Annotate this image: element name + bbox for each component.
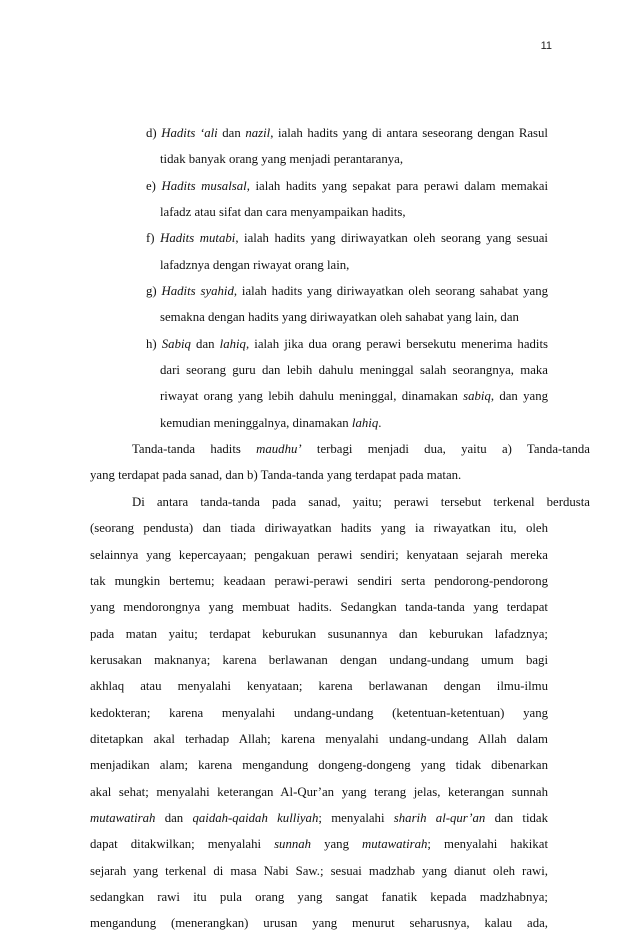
text-line <box>118 199 548 225</box>
text-run: tidak banyak orang yang menjadi perantaranya, <box>160 152 404 167</box>
text-run: tak mungkin bertemu; keadaan perawi-perawi sendiri serta pendorong-pendorong <box>90 573 548 588</box>
list-marker: d) <box>146 126 162 140</box>
italic-term: mutawatirah <box>90 810 156 825</box>
text-line <box>90 726 548 752</box>
text-line <box>118 146 548 172</box>
italic-term: Hadits ‘ali <box>161 126 218 140</box>
text-run: terbagi menjadi dua, yaitu a) Tanda-tanda <box>301 442 590 457</box>
list-marker: f) <box>146 231 161 246</box>
text-line <box>118 383 548 409</box>
italic-term: lahiq <box>219 336 246 351</box>
text-run: , ialah hadits yang di antara seseorang dengan Rasul <box>270 126 548 140</box>
text-line <box>118 278 548 304</box>
text-line <box>118 410 548 436</box>
paragraph <box>90 489 590 937</box>
text-run: sedangkan rawi itu pula orang yang sangat fanatik kepada madzhabnya; <box>90 889 548 904</box>
italic-term: nazil <box>245 126 271 140</box>
italic-term: mutawatirah <box>362 837 428 852</box>
text-line <box>90 542 548 568</box>
text-run: menjadikan alam; karena mengandung dongeng-dongeng yang tidak dibenarkan <box>90 758 548 773</box>
text-line <box>118 304 548 330</box>
paragraph <box>90 436 590 489</box>
italic-term: maudhu’ <box>256 442 302 457</box>
text-line <box>118 331 548 357</box>
list-marker: g) <box>146 284 162 299</box>
text-run: ; menyalahi hakikat <box>427 837 548 852</box>
text-run: , ialah jika dua orang perawi bersekutu menerima hadits <box>245 336 548 351</box>
text-run: . <box>378 415 382 430</box>
italic-term: lahiq <box>351 415 379 430</box>
text-run: yang terdapat pada sanad, dan b) Tanda-tanda yang terdapat pada matan. <box>90 468 462 483</box>
text-run: Tanda-tanda hadits <box>132 442 257 457</box>
text-run: dan <box>217 126 246 140</box>
text-line <box>118 252 548 278</box>
text-line <box>90 568 548 594</box>
text-line <box>118 120 548 146</box>
text-line <box>118 357 548 383</box>
text-line <box>90 831 548 857</box>
text-line <box>90 752 548 778</box>
text-run: , dan yang <box>490 389 548 404</box>
page-number: 11 <box>540 40 552 52</box>
list-item <box>118 173 548 226</box>
text-line <box>90 779 548 805</box>
list-item <box>118 120 548 173</box>
text-line <box>90 647 548 673</box>
text-run: Di antara tanda-tanda pada sanad, yaitu; perawi tersebut terkenal berdusta <box>132 494 590 509</box>
text-run: dari seorang guru dan lebih dahulu meninggal salah seorangnya, maka <box>160 363 548 378</box>
text-run: , ialah hadits yang diriwayatkan oleh seorang yang sesuai <box>235 231 548 246</box>
list-marker: e) <box>146 178 162 193</box>
text-run: pada matan yaitu; terdapat keburukan susunannya dan keburukan lafadznya; <box>90 626 548 641</box>
list-marker: h) <box>146 336 162 351</box>
italic-term: sabiq <box>463 389 491 404</box>
text-run: dan <box>155 810 193 825</box>
text-line <box>90 858 548 884</box>
italic-term: sharih al-qur’an <box>393 810 486 825</box>
text-run: ; menyalahi <box>318 810 394 825</box>
text-run: dan tidak <box>485 810 548 825</box>
text-run: riwayat orang yang lebih dahulu meninggal, dinamakan <box>160 389 464 404</box>
text-run: kedokteran; karena menyalahi undang-undang (ketentuan-ketentuan) yang <box>90 705 548 720</box>
list-item <box>118 278 548 331</box>
list-item <box>118 225 548 278</box>
document-body <box>90 120 590 937</box>
text-line <box>118 173 548 199</box>
text-run: dan <box>190 336 220 351</box>
italic-term: Hadits syahid <box>161 284 234 299</box>
text-line <box>90 673 548 699</box>
text-run: , ialah hadits yang sepakat para perawi dalam memakai <box>246 178 549 193</box>
text-run: yang <box>311 837 362 852</box>
italic-term: Hadits musalsal <box>161 178 247 193</box>
text-run: ditetapkan akal terhadap Allah; karena menyalahi undang-undang Allah dalam <box>90 731 548 746</box>
text-line <box>90 462 548 488</box>
text-run: , ialah hadits yang diriwayatkan oleh seorang sahabat yang <box>233 284 548 299</box>
text-run: lafadznya dengan riwayat orang lain, <box>160 257 350 272</box>
text-run: dapat ditakwilkan; menyalahi <box>90 837 275 852</box>
italic-term: Sabiq <box>161 336 191 351</box>
text-run: yang mendorongnya yang membuat hadits. Sedangkan tanda-tanda yang terdapat <box>90 600 548 615</box>
text-line <box>90 700 548 726</box>
text-line <box>90 884 548 910</box>
text-run: kemudian meninggalnya, dinamakan <box>160 415 352 430</box>
italic-term: sunnah <box>274 837 312 852</box>
text-run: mengandung (menerangkan) urusan yang menurut seharusnya, kalau ada, <box>90 916 548 931</box>
text-line <box>90 621 548 647</box>
text-line <box>90 515 548 541</box>
italic-term: qaidah-qaidah kulliyah <box>192 810 319 825</box>
text-run: sejarah yang terkenal di masa Nabi Saw.; sesuai madzhab yang dianut oleh rawi, <box>90 863 548 878</box>
text-line <box>118 225 548 251</box>
text-run: semakna dengan hadits yang diriwayatkan oleh sahabat yang lain, dan <box>160 310 519 325</box>
text-run: akal sehat; menyalahi keterangan Al-Qur’an yang terang jelas, keterangan sunnah <box>90 784 548 799</box>
list-item <box>118 331 548 436</box>
text-run: akhlaq atau menyalahi kenyataan; karena berlawanan dengan ilmu-ilmu <box>90 679 548 694</box>
italic-term: Hadits mutabi <box>160 231 236 246</box>
text-run: selainnya yang kepercayaan; pengakuan perawi sendiri; kenyataan sejarah mereka <box>90 547 548 562</box>
text-line <box>90 910 548 936</box>
text-run: lafadz atau sifat dan cara menyampaikan hadits, <box>160 205 406 220</box>
text-line <box>90 436 590 462</box>
text-run: (seorang pendusta) dan tiada diriwayatkan hadits yang ia riwayatkan itu, oleh <box>90 521 548 536</box>
text-line <box>90 805 548 831</box>
text-run: kerusakan maknanya; karena berlawanan dengan undang-undang umum bagi <box>90 652 548 667</box>
text-line <box>90 489 590 515</box>
text-line <box>90 594 548 620</box>
